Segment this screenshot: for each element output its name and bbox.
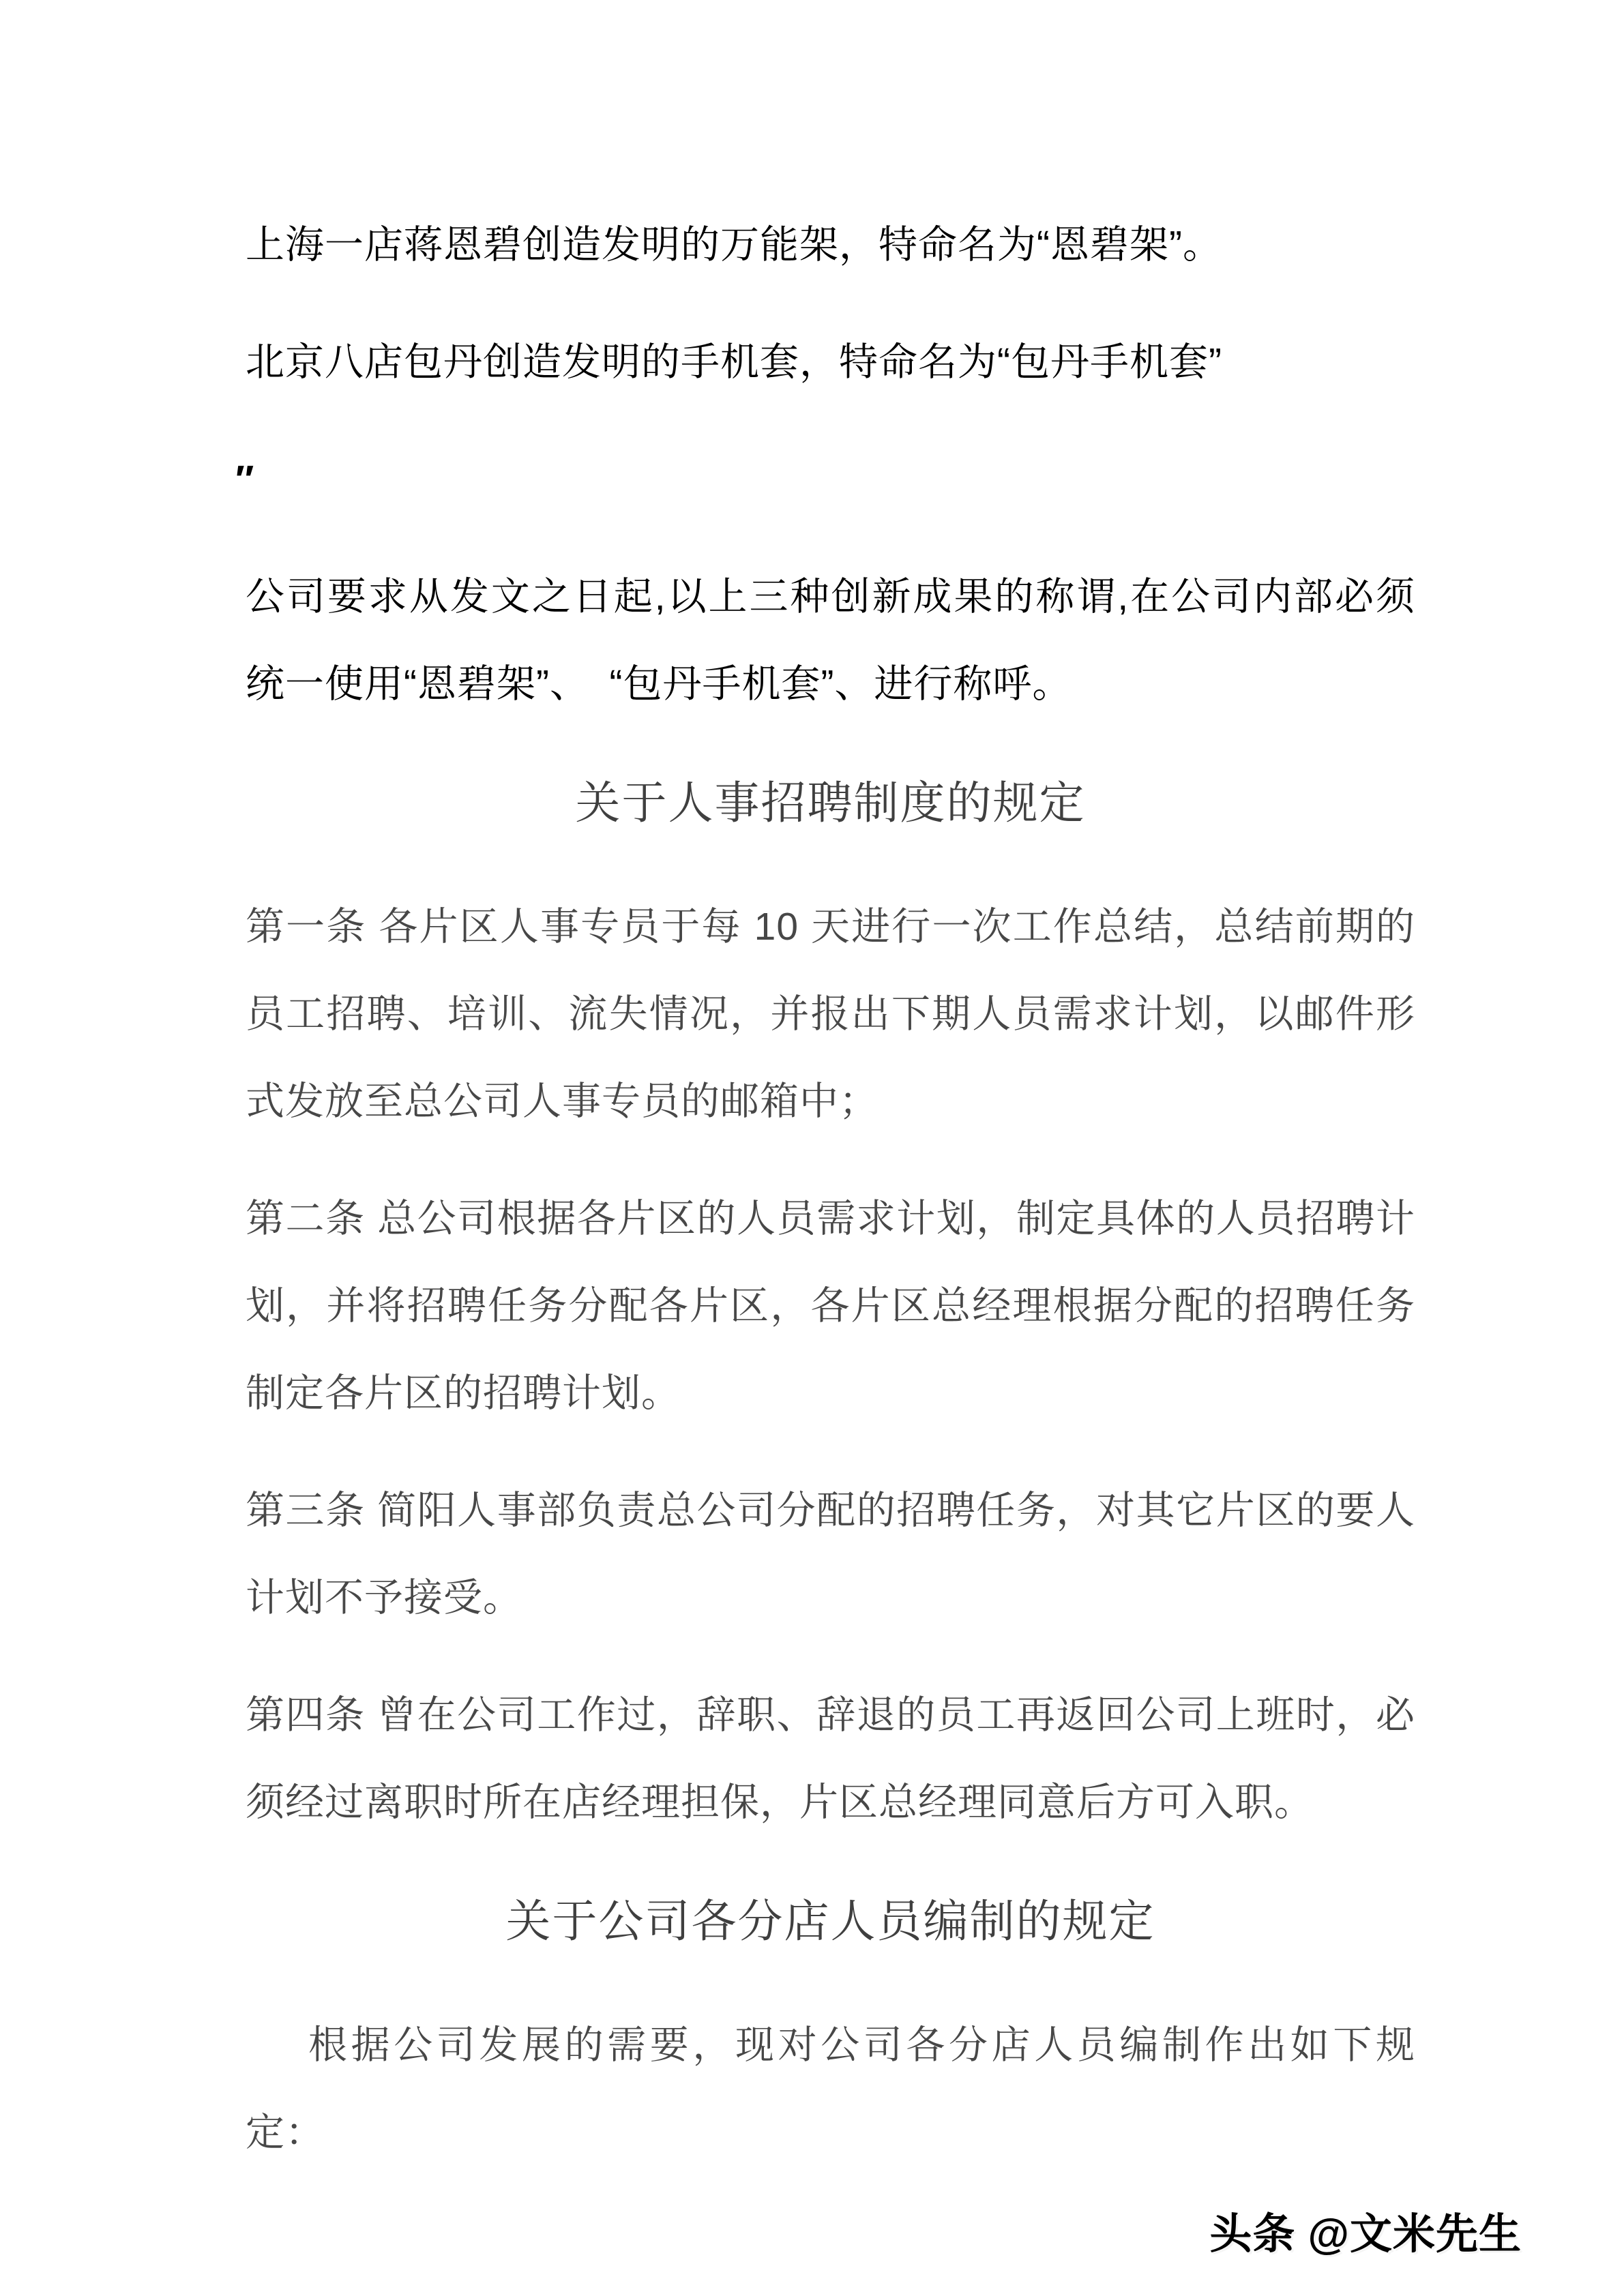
paragraph-shanghai-invention: 上海一店蒋恩碧创造发明的万能架，特命名为“恩碧架”。 [246, 223, 1222, 267]
heading-staffing-regulations: 关于公司各分店人员编制的规定 [505, 1896, 1155, 1946]
paragraph-article-4: 第四条 曾在公司工作过，辞职、辞退的员工再返回公司上班时，必须经过离职时所在店经理担保，片区总经理同意后方可入职。 [246, 1693, 1415, 1824]
paragraph-beijing-invention: 北京八店包丹创造发明的手机套，特命名为“包丹手机套” [246, 340, 1222, 384]
stray-quote-mark: ″ [233, 458, 253, 501]
heading-recruitment-regulations: 关于人事招聘制度的规定 [575, 777, 1086, 828]
paragraph-article-3: 第三条 简阳人事部负责总公司分配的招聘任务，对其它片区的要人计划不予接受。 [246, 1489, 1415, 1620]
paragraph-article-2: 第二条 总公司根据各片区的人员需求计划，制定具体的人员招聘计划，并将招聘任务分配各片区，各片区总经理根据分配的招聘任务制定各片区的招聘计划。 [246, 1197, 1415, 1415]
paragraph-article-1: 第一条 各片区人事专员于每 10 天进行一次工作总结，总结前期的员工招聘、培训、流失情况，并报出下期人员需求计划，以邮件形式发放至总公司人事专员的邮箱中； [246, 905, 1415, 1123]
paragraph-staffing-intro: 根据公司发展的需要，现对公司各分店人员编制作出如下规定： [246, 2023, 1415, 2154]
paragraph-naming-rule: 公司要求从发文之日起,以上三种创新成果的称谓,在公司内部必须统一使用“恩碧架”、 “包丹手机套”、进行称呼。 [246, 575, 1415, 706]
toutiao-watermark: 头条 @文米先生 [1209, 2211, 1522, 2258]
